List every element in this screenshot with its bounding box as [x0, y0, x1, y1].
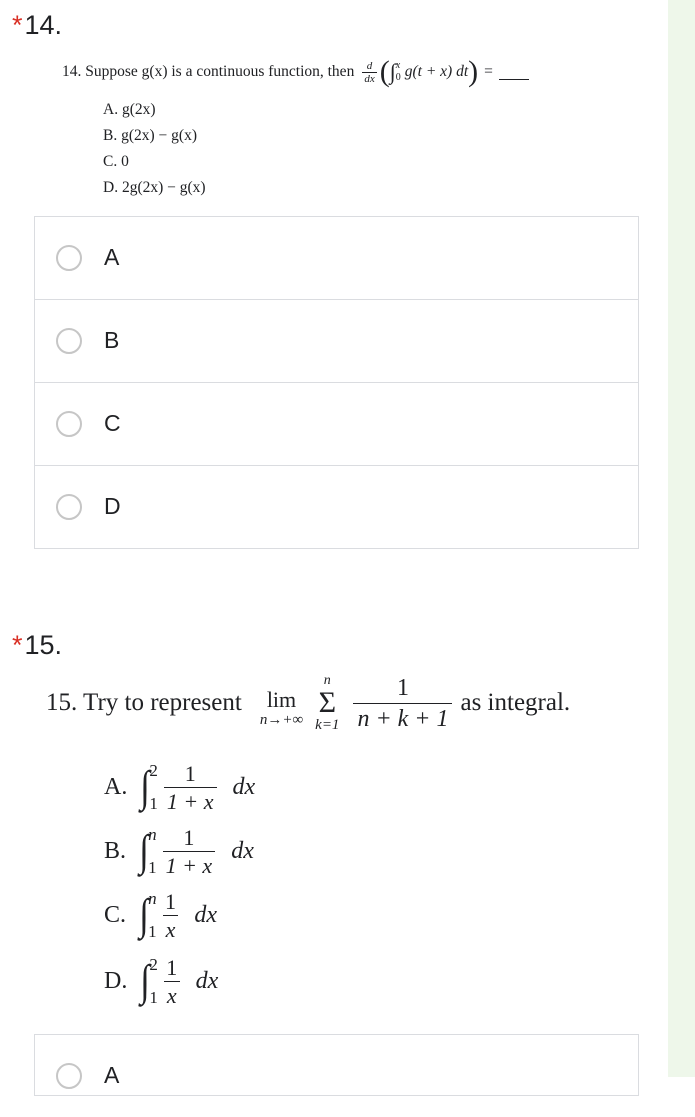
fraction-denominator: x [164, 981, 180, 1009]
question-14-stem [62, 57, 529, 87]
option-label: B. [104, 837, 127, 864]
integral-limits [148, 890, 157, 940]
choice-label: A [104, 1062, 120, 1088]
sum-upper: n [323, 672, 331, 688]
fraction-numerator: 1 [396, 674, 409, 701]
choice-option-c[interactable] [35, 383, 638, 466]
q14-choice-list [34, 216, 639, 549]
lower-limit: 1 [149, 988, 158, 1007]
q14-option-text-b: B. g(2x) − g(x) [103, 127, 197, 144]
summation-operator [315, 674, 339, 733]
fraction-denominator: 1 + x [164, 787, 217, 815]
integral-sign: ∫ [139, 890, 149, 939]
question-number: 14. [24, 10, 63, 40]
integral [139, 956, 158, 1006]
radio-button[interactable] [56, 245, 82, 271]
q15-option-d [104, 952, 218, 1010]
differential: dx [231, 837, 254, 864]
q15-option-c [104, 886, 217, 944]
upper-limit: n [148, 825, 157, 844]
integrand-fraction [164, 954, 180, 1009]
radio-button[interactable] [56, 411, 82, 437]
q14-option-text-d: D. 2g(2x) − g(x) [103, 179, 206, 196]
choice-label: B [104, 327, 120, 353]
q15-choice-list [34, 1034, 639, 1096]
lim-subscript: n→+∞ [259, 712, 304, 728]
integral-limits [149, 956, 158, 1006]
q14-option-text-c: C. 0 [103, 153, 129, 170]
question-number: 15. [24, 630, 63, 660]
integral-sign: ∫ [140, 762, 151, 811]
choice-option-d[interactable] [35, 466, 638, 548]
option-label: A. [104, 773, 128, 800]
upper-limit: 2 [149, 761, 158, 780]
radio-button[interactable] [56, 1063, 82, 1089]
fraction-numerator: 1 [183, 824, 195, 850]
answer-blank [499, 65, 529, 80]
integral-sign: ∫ [389, 59, 396, 84]
equals-sign: = [484, 63, 493, 80]
fraction-numerator: 1 [166, 954, 178, 980]
integral-limits [396, 60, 401, 84]
lower-limit: 1 [148, 922, 157, 941]
integral-limits [149, 762, 158, 812]
lower-limit: 0 [395, 72, 401, 83]
integrand-fraction [163, 824, 216, 879]
choice-option-a[interactable] [35, 217, 638, 300]
integrand-fraction [164, 760, 217, 815]
question-15-stem [46, 670, 570, 736]
derivative-operator [362, 60, 376, 85]
choice-label: A [104, 244, 120, 270]
left-paren: ( [379, 55, 390, 88]
question-15-title [12, 630, 62, 661]
fraction-denominator: n + k + 1 [353, 703, 452, 734]
deriv-denominator: dx [364, 72, 375, 85]
upper-limit: x [395, 60, 401, 71]
fraction-denominator: 1 + x [163, 851, 216, 879]
sum-lower: k=1 [315, 716, 340, 733]
stem-text: 15. Try to represent [46, 689, 242, 716]
upper-limit: n [148, 889, 157, 908]
differential: dx [195, 967, 219, 994]
right-paren: ) [468, 55, 479, 88]
right-margin-strip [668, 0, 695, 1077]
integrand: g(t + x) dt [404, 63, 469, 80]
limit-operator [260, 678, 303, 728]
integrand-fraction [163, 888, 179, 943]
choice-label: D [104, 493, 121, 519]
radio-button[interactable] [56, 328, 82, 354]
fraction-numerator: 1 [184, 760, 196, 786]
sigma-symbol: Σ [318, 685, 337, 719]
fraction-numerator: 1 [164, 888, 176, 914]
integral [138, 826, 157, 876]
upper-limit: 2 [149, 955, 158, 974]
lower-limit: 1 [149, 794, 158, 813]
option-label: C. [104, 901, 127, 928]
q15-option-b [104, 822, 254, 880]
choice-label: C [104, 410, 121, 436]
choice-option-b[interactable] [35, 300, 638, 383]
integral-limits [148, 826, 157, 876]
summand-fraction [353, 673, 452, 734]
integral [138, 890, 157, 940]
q14-option-text-a: A. g(2x) [103, 101, 156, 118]
lower-limit: 1 [148, 858, 157, 877]
lim-word: lim [266, 687, 297, 712]
integral-sign: ∫ [140, 956, 151, 1005]
fraction-denominator: x [163, 915, 179, 943]
stem-suffix: as integral. [460, 689, 571, 716]
deriv-numerator: d [366, 59, 373, 72]
required-asterisk: * [12, 630, 23, 660]
stem-text: 14. Suppose g(x) is a continuous function, then [62, 63, 355, 80]
option-label: D. [104, 967, 128, 994]
radio-button[interactable] [56, 494, 82, 520]
choice-option-a[interactable] [35, 1035, 638, 1117]
integral [139, 762, 158, 812]
q15-option-a [104, 758, 255, 816]
differential: dx [194, 901, 217, 928]
required-asterisk: * [12, 10, 23, 40]
integral-sign: ∫ [139, 826, 149, 875]
question-14-title [12, 10, 62, 41]
differential: dx [232, 773, 256, 800]
